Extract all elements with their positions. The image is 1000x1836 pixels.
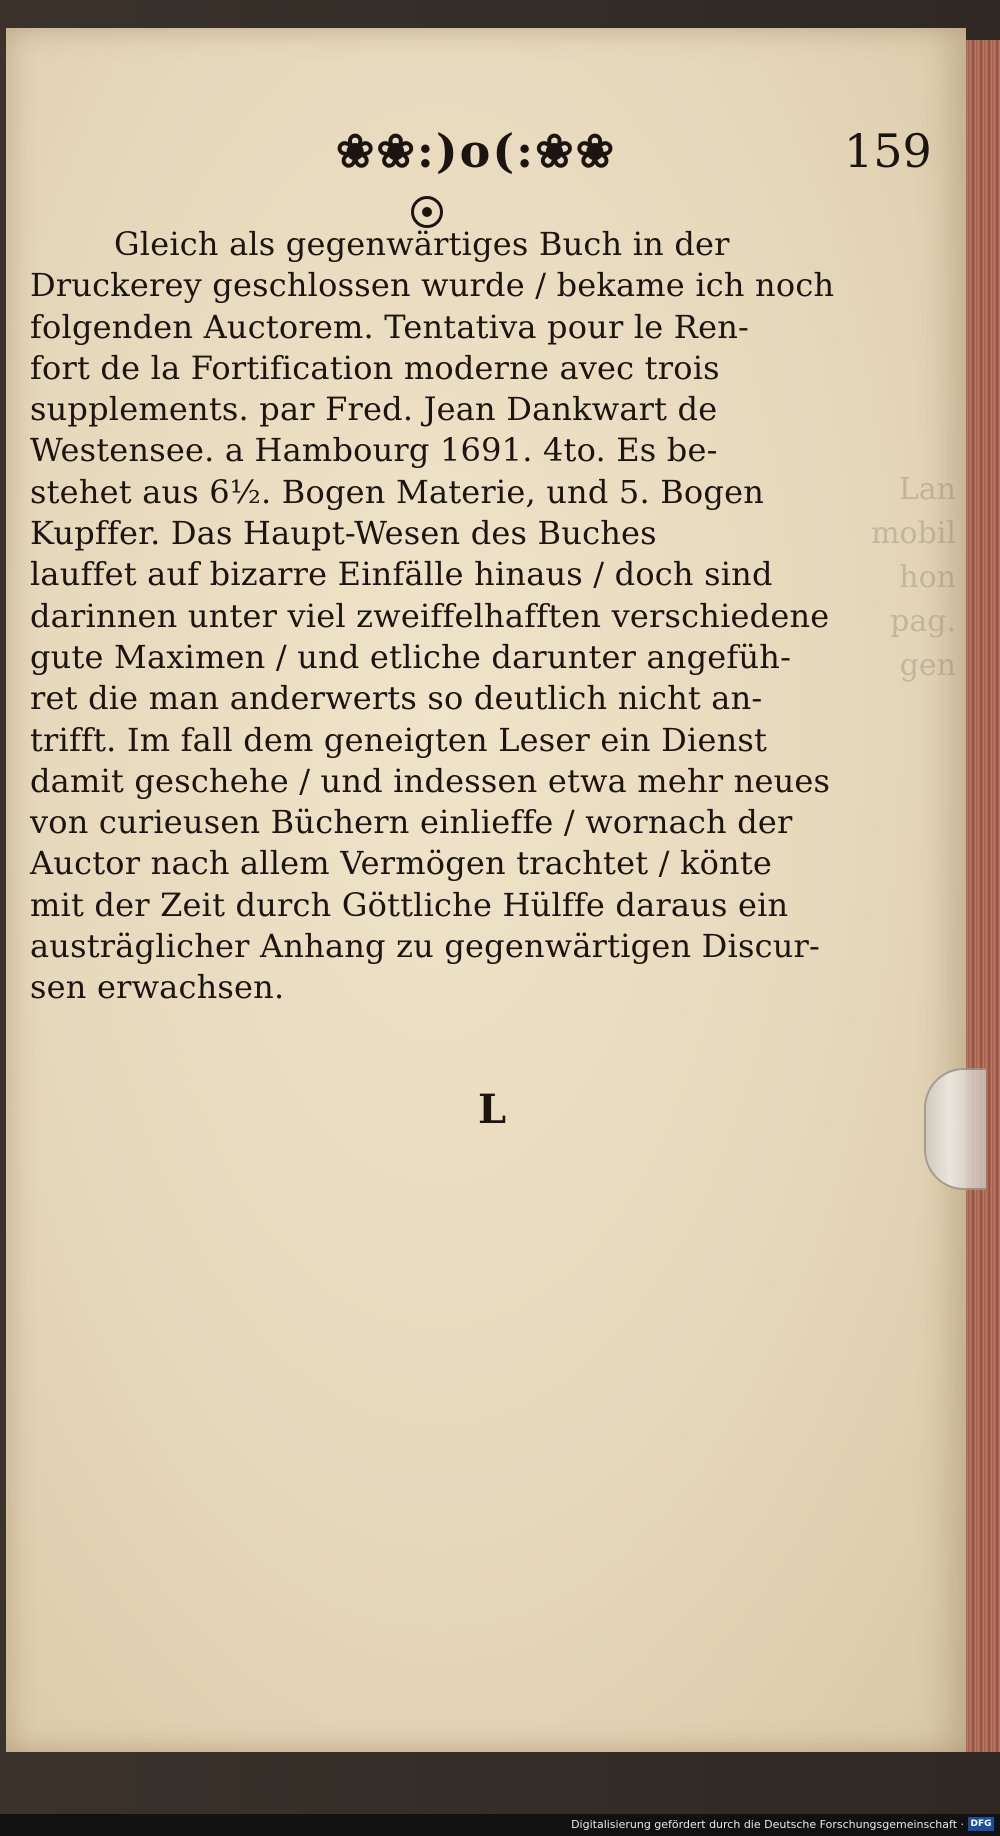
text-line: gute Maximen / und etliche darunter angefüh- [30, 637, 792, 676]
text-line: stehet aus 6½. Bogen Materie, und 5. Bogen [30, 472, 765, 511]
book-page [6, 28, 966, 1752]
text-line: damit geschehe / und indessen etwa mehr neues [30, 761, 831, 800]
text-line: mit der Zeit durch Göttliche Hülffe daraus ein [30, 885, 789, 924]
text-line: folgenden Auctorem. Tentativa pour le Ren- [30, 307, 750, 346]
text-line: ret die man anderwerts so deutlich nicht an- [30, 679, 763, 718]
text-line: sen erwachsen. [30, 968, 285, 1007]
text-line: Druckerey geschlossen wurde / bekame ich noch [30, 266, 835, 305]
text-line: Kupffer. Das Haupt-Wesen des Buches [30, 514, 657, 553]
page-clip [924, 1068, 986, 1190]
digitization-credit: Digitalisierung gefördert durch die Deutsche Forschungsgemeinschaft · [571, 1818, 964, 1831]
page-header [6, 124, 966, 194]
text-line: darinnen unter viel zweiffelhafften verschiedene [30, 596, 830, 635]
text-line: lauffet auf bizarre Einfälle hinaus / doch sind [30, 555, 773, 594]
text-line: supplements. par Fred. Jean Dankwart de [30, 390, 718, 429]
text-line: austräglicher Anhang zu gegenwärtigen Discur- [30, 927, 821, 966]
dfg-logo: DFG [968, 1817, 994, 1831]
text-line: trifft. Im fall dem geneigten Leser ein Dienst [30, 720, 768, 759]
text-line: von curieusen Büchern einlieffe / wornach der [30, 803, 793, 842]
header-ornament: ❀❀:)o(:❀❀ [335, 124, 617, 178]
catchword: L [478, 1086, 507, 1133]
text-line: Westensee. a Hambourg 1691. 4to. Es be- [30, 431, 718, 470]
text-line: Gleich als gegenwärtiges Buch in der [114, 225, 730, 263]
text-line: Auctor nach allem Vermögen trachtet / könte [30, 844, 773, 883]
show-through-text: Lan mobil hon pag. gen [871, 472, 956, 683]
page-number: 159 [844, 124, 932, 178]
body-paragraph [30, 224, 930, 1009]
text-line: fort de la Fortification moderne avec trois [30, 348, 720, 387]
